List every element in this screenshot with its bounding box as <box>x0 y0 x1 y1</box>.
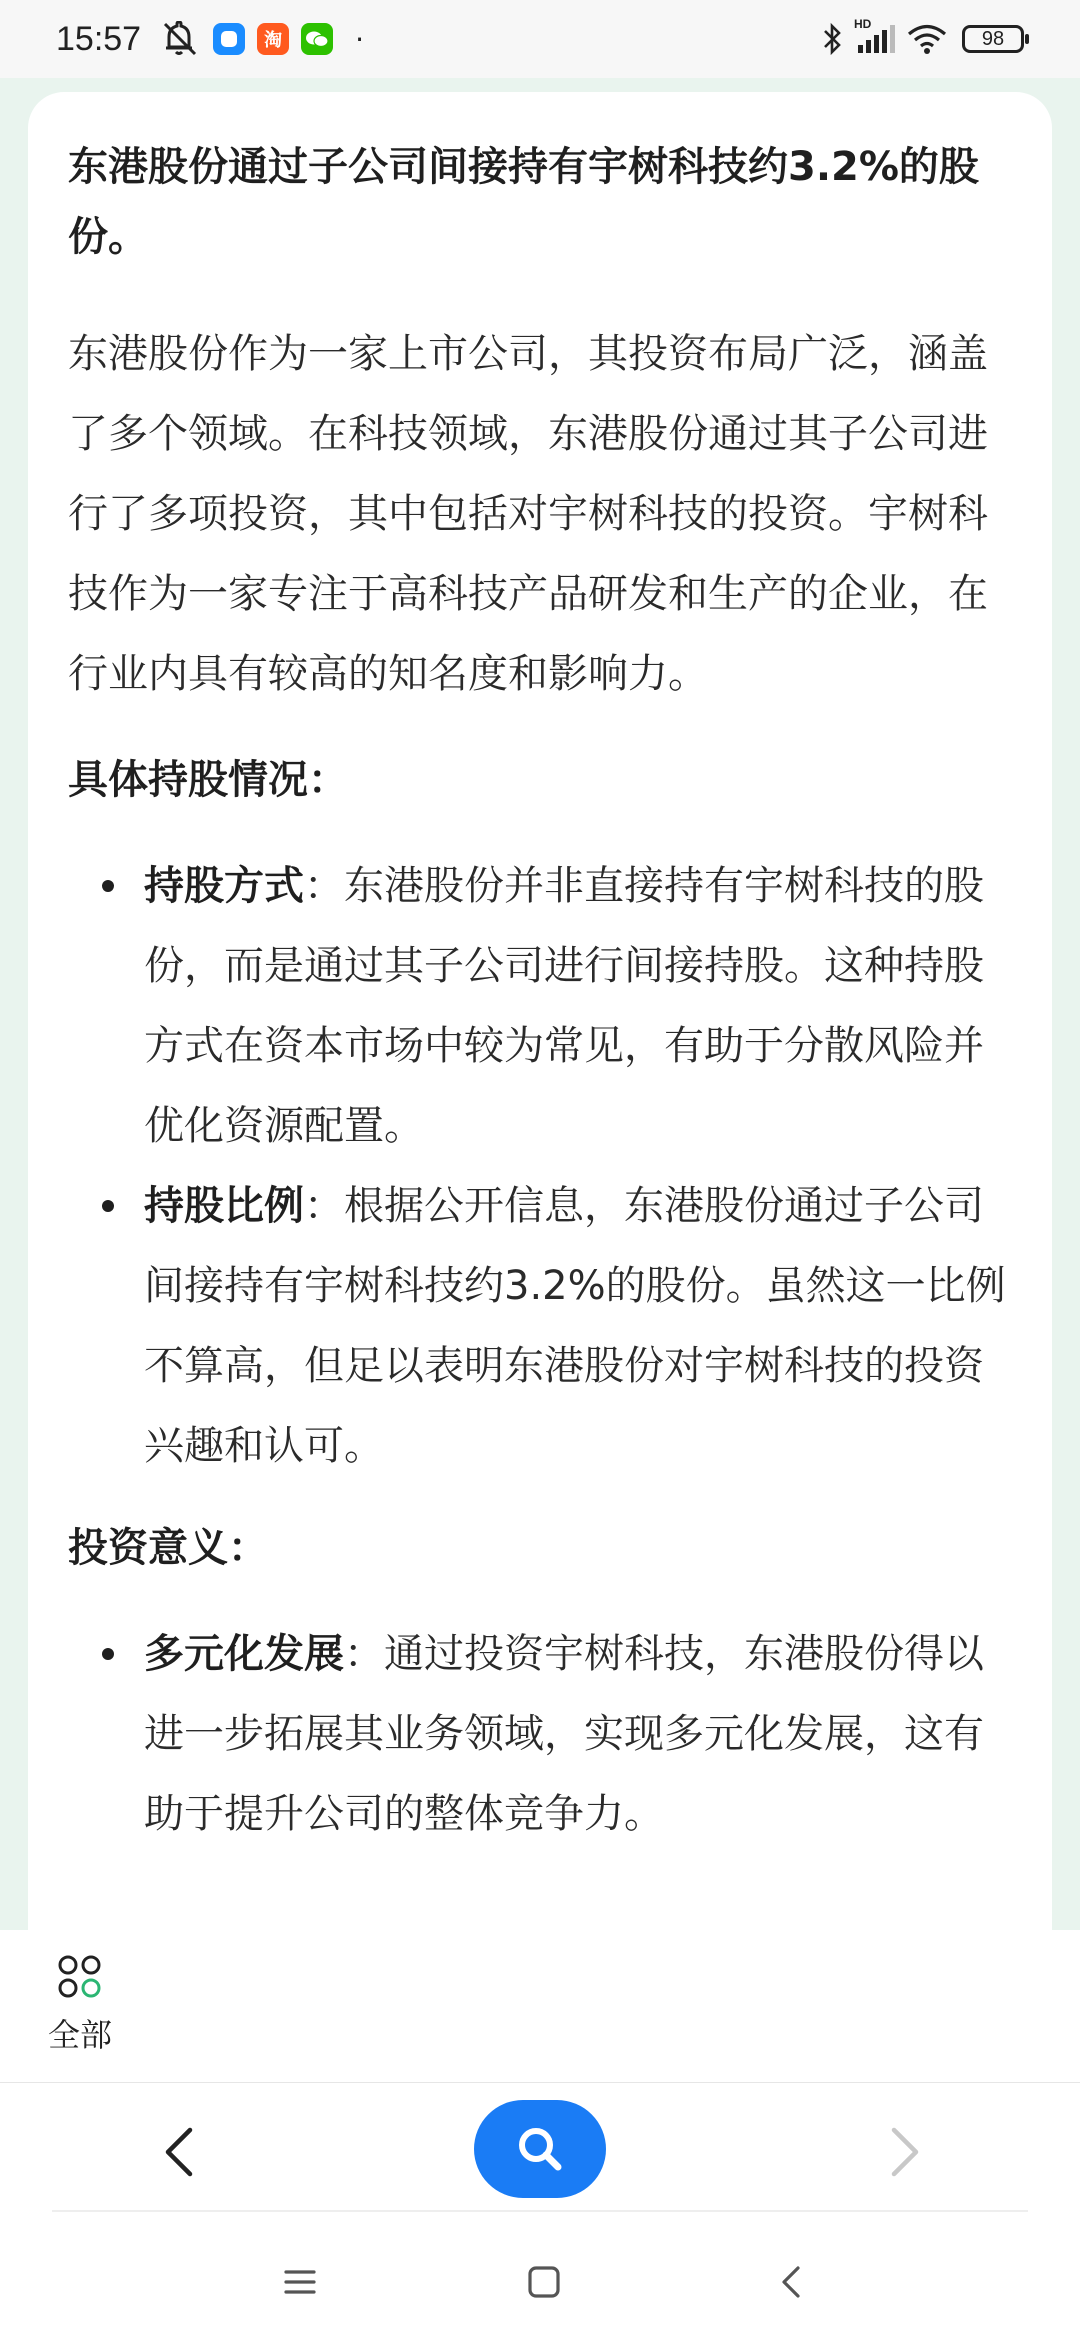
article-card <box>28 92 1052 1952</box>
taobao-app-icon: 淘 <box>257 23 289 55</box>
bottom-panel <box>0 1930 1080 2340</box>
list-item-text: ：根据公开信息，东港股份通过子公司间接持有宇树科技约3.2%的股份。虽然这一比例不算高，但足以表明东港股份对宇树科技的投资兴趣和认可。 <box>144 1183 1006 1469</box>
chevron-left-icon <box>150 2120 210 2184</box>
list-item-term: 持股比例 <box>144 1183 304 1229</box>
article-content <box>68 132 1012 1854</box>
bullet-icon <box>102 880 114 892</box>
search-icon <box>514 2123 566 2175</box>
recent-apps-button[interactable] <box>280 2262 320 2306</box>
battery-indicator: 98 <box>962 25 1024 53</box>
forward-button[interactable] <box>874 2120 934 2184</box>
list-item <box>144 846 1012 1166</box>
cellular-signal-icon <box>854 17 896 55</box>
all-button-label: 全部 <box>47 2016 112 2054</box>
chevron-right-icon <box>874 2120 934 2184</box>
status-dot: · <box>355 22 364 56</box>
system-back-button[interactable] <box>772 2262 812 2306</box>
home-button[interactable] <box>524 2262 564 2306</box>
holding-details-list <box>68 846 1012 1486</box>
bluetooth-icon <box>822 22 844 56</box>
system-nav-bar <box>0 2240 1080 2330</box>
list-item <box>144 1166 1012 1486</box>
back-button[interactable] <box>150 2120 210 2184</box>
list-item <box>144 1614 1012 1854</box>
browser-nav-bar <box>0 2098 1080 2208</box>
section-heading-investment-significance: 投资意义： <box>68 1525 268 1571</box>
back-arrow-icon <box>772 2262 812 2302</box>
menu-icon <box>280 2262 320 2302</box>
app-notification-icon <box>213 23 245 55</box>
wifi-icon <box>906 23 948 55</box>
status-time: 15:57 <box>56 19 142 58</box>
section-heading-holding-details: 具体持股情况： <box>68 757 348 803</box>
list-item-text: ：通过投资宇树科技，东港股份得以进一步拓展其业务领域，实现多元化发展，这有助于提升公司的整体竞争力。 <box>144 1631 984 1837</box>
search-button[interactable] <box>474 2100 606 2198</box>
bullet-icon <box>102 1200 114 1212</box>
investment-significance-list <box>68 1614 1012 1854</box>
list-item-text: ：东港股份并非直接持有宇树科技的股份，而是通过其子公司进行间接持股。这种持股方式在资本市场中较为常见，有助于分散风险并优化资源配置。 <box>144 863 984 1149</box>
status-right <box>812 17 1024 56</box>
status-left <box>56 20 364 59</box>
list-item-term: 多元化发展 <box>144 1631 344 1677</box>
wechat-app-icon <box>301 23 333 55</box>
mute-icon <box>161 21 201 57</box>
divider <box>52 2210 1028 2212</box>
grid-icon <box>57 1954 103 2000</box>
status-bar <box>0 0 1080 78</box>
all-button[interactable] <box>30 1954 130 2074</box>
divider <box>0 2082 1080 2083</box>
network-type-label: HD <box>854 17 872 31</box>
list-item-term: 持股方式 <box>144 863 304 909</box>
article-paragraph: 东港股份作为一家上市公司，其投资布局广泛，涵盖了多个领域。在科技领域，东港股份通过其子公司进行了多项投资，其中包括对宇树科技的投资。宇树科技作为一家专注于高科技产品研发和生产的企业，在行业内具有较高的知名度和影响力。 <box>68 331 988 697</box>
bullet-icon <box>102 1648 114 1660</box>
article-lead: 东港股份通过子公司间接持有宇树科技约3.2%的股份。 <box>68 144 979 260</box>
square-icon <box>524 2262 564 2302</box>
